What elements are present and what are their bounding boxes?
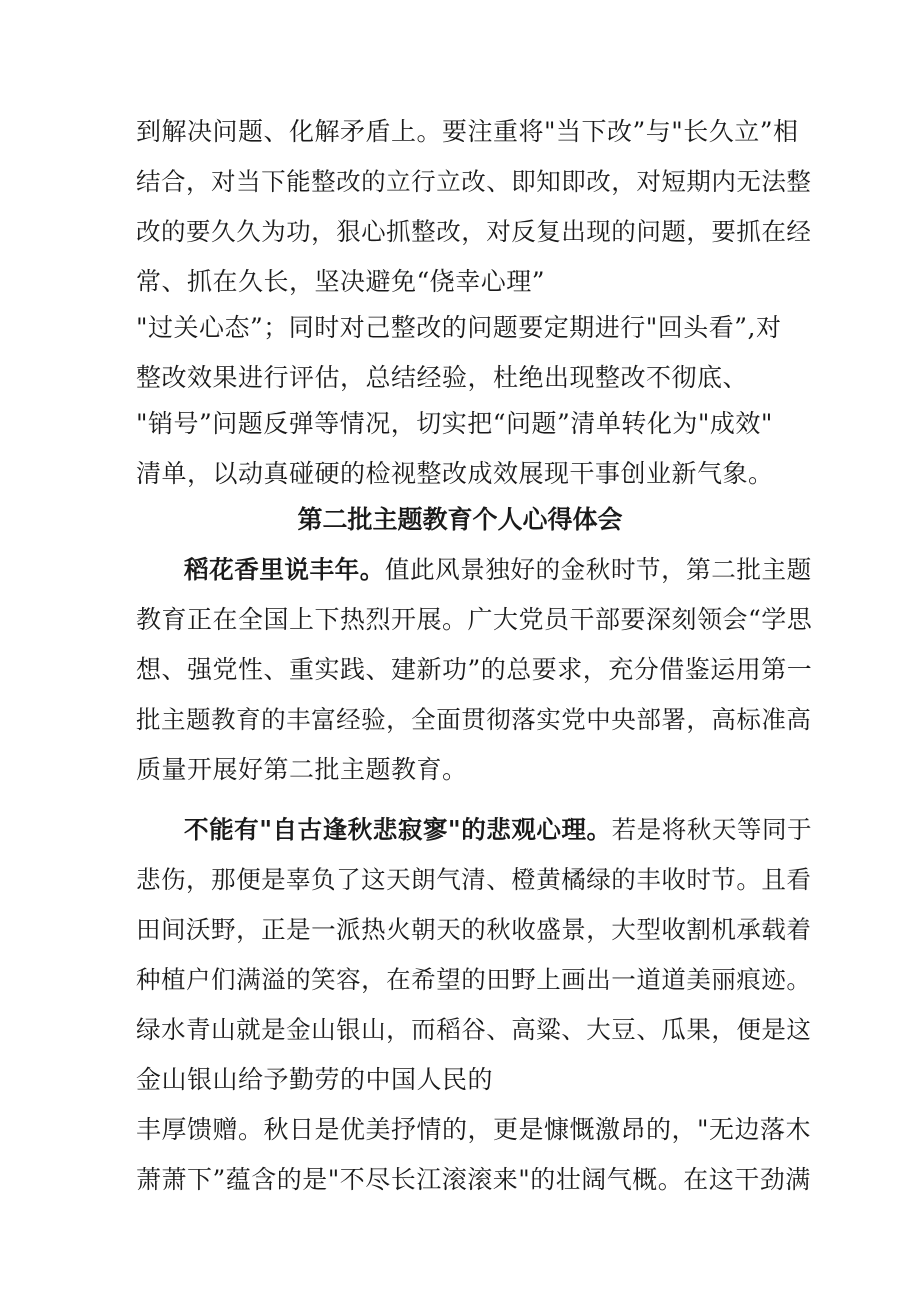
body-line: 常、抓在久长，坚决避免“侥幸心理” — [136, 267, 546, 296]
body-line: 清单，以动真碰硬的检视整改成效展现干事创业新气象。 — [136, 459, 774, 488]
body-line: 质量开展好第二批主题教育。 — [136, 755, 468, 784]
body-line: 种植户们满溢的笑容，在希望的田野上画出一道道美丽痕迹。 — [136, 965, 812, 994]
paragraph-first-line — [184, 555, 812, 585]
paragraph-lead: 不能有"自古逢秋悲寂寥"的悲观心理。 — [184, 815, 612, 844]
paragraph-first-line — [184, 815, 812, 845]
body-line: 教育正在全国上下热烈开展。广大党员干部要深刻领会“学思 — [136, 605, 813, 634]
body-line: 改的要久久为功，狠心抓整改，对反复出现的问题，要抓在经 — [136, 217, 812, 246]
body-line: 结合，对当下能整改的立行立改、即知即改，对短期内无法整 — [136, 167, 812, 196]
paragraph-text: 值此风景独好的金秋时节，第二批主题 — [384, 555, 812, 584]
body-line: 绿水青山就是金山银山，而稻谷、高粱、大豆、瓜果，便是这 — [136, 1015, 812, 1044]
body-line: 金山银山给予勤劳的中国人民的 — [136, 1065, 494, 1094]
body-line: 批主题教育的丰富经验，全面贯彻落实党中央部署，高标准高 — [136, 705, 812, 734]
body-line: 悲伤，那便是辜负了这天朗气清、橙黄橘绿的丰收时节。且看 — [136, 865, 812, 894]
body-line: 丰厚馈赠。秋日是优美抒情的，更是慷慨激昂的，"无边落木 — [136, 1115, 812, 1144]
section-heading: 第二批主题教育个人心得体会 — [297, 505, 623, 534]
body-line: 到解决问题、化解矛盾上。要注重将"当下改”与"长久立”相 — [136, 117, 799, 146]
body-line: "过关心态”；同时对己整改的问题要定期进行"回头看”,对 — [136, 313, 782, 342]
body-line: 想、强党性、重实践、建新功”的总要求，充分借鉴运用第一 — [136, 655, 813, 684]
body-line: "销号”问题反弹等情况，切实把“问题”清单转化为"成效" — [136, 409, 773, 438]
paragraph-text: 若是将秋天等同于 — [611, 815, 813, 844]
body-line: 田间沃野，正是一派热火朝天的秋收盛景，大型收割机承载着 — [136, 915, 812, 944]
body-line: 整改效果进行评估，总结经验，杜绝出现整改不彻底、 — [136, 363, 749, 392]
paragraph-lead: 稻花香里说丰年。 — [184, 555, 385, 584]
body-line: 萧萧下”蕴含的是"不尽长江滚滚来"的壮阔气概。在这干劲满 — [136, 1165, 811, 1194]
